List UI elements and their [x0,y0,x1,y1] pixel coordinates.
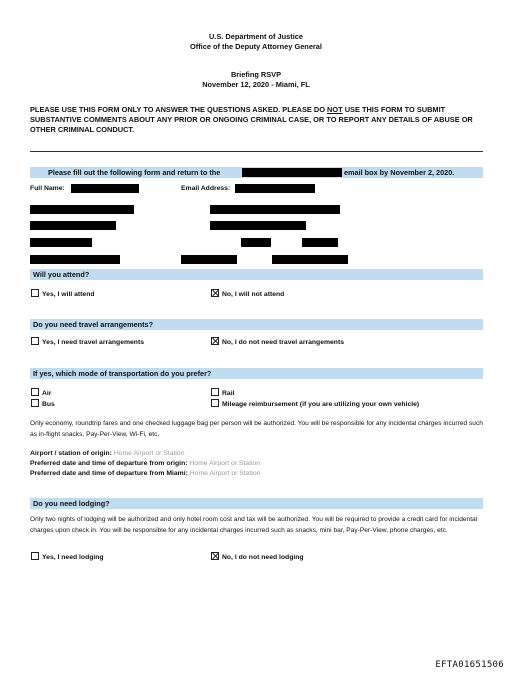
agency-name: U.S. Department of Justice [208,32,304,41]
instructions-bar: Please fill out the following form and return to the email box by November 2, 2020. [30,167,483,178]
redaction [210,205,340,214]
redaction [241,238,271,247]
checkbox-empty-icon[interactable] [31,337,39,345]
lodging-no-option[interactable]: No, I do not need lodging [211,552,304,562]
office-name: Office of the Deputy Attorney General [190,42,322,51]
email-redaction [235,184,315,193]
lodging-question: Do you need lodging? [33,499,110,508]
checkbox-checked-icon[interactable] [211,289,219,297]
travel-no-option[interactable]: No, I do not need travel arrangements [211,337,344,347]
redaction [302,238,338,247]
checkbox-empty-icon[interactable] [31,388,39,396]
transport-air-option[interactable]: Air [31,388,51,398]
form-title: Briefing RSVP [230,70,282,79]
transport-rail-option[interactable]: Rail [211,388,234,398]
redaction [181,255,237,264]
redaction [30,221,116,230]
bates-number: EFTA01651506 [435,660,504,670]
transport-question: If yes, which mode of transportation do you prefer? [33,369,212,378]
origin-field[interactable]: Airport / station of origin: Home Airport or Station [30,450,185,457]
checkbox-checked-icon[interactable] [211,337,219,345]
checkbox-empty-icon[interactable] [31,552,39,560]
checkbox-empty-icon[interactable] [211,388,219,396]
attend-no-option[interactable]: No, I will not attend [211,289,284,299]
attend-section-bar [30,269,483,280]
travel-section-bar [30,319,483,330]
redaction [272,255,348,264]
lodging-policy-note: Only two nights of lodging will be authorized and only hotel room cost and tax will be authorized. You will be required to provide a credit card for incidental charges upon check in. You will be responsible for any incidental charges incurred such as snacks, mini bar, Pay-Per-View, phone charges, etc. [30,516,478,534]
redaction [30,205,134,214]
warning-notice: PLEASE USE THIS FORM ONLY TO ANSWER THE QUESTIONS ASKED. PLEASE DO NOT USE THIS FORM TO SUBMIT SUBSTANTIVE COMMENTS ABOUT ANY PRIOR OR ONGOING CRIMINAL CASE, OR TO REPORT ANY DETAILS OF ABUSE OR OTHER CRIMINAL CONDUCT. [30,105,473,135]
checkbox-empty-icon[interactable] [211,399,219,407]
divider [30,151,483,152]
redaction [210,221,306,230]
lodging-yes-option[interactable]: Yes, I need lodging [31,552,104,562]
redaction [30,255,120,264]
depart-origin-field[interactable]: Preferred date and time of departure from origin: Home Airport or Station [30,460,261,467]
email-label: Email Address: [181,185,231,192]
attend-question: Will you attend? [33,270,90,279]
checkbox-checked-icon[interactable] [211,552,219,560]
depart-miami-field[interactable]: Preferred date and time of departure from Miami: Home Airport or Station [30,470,261,477]
travel-question: Do you need travel arrangements? [33,320,154,329]
event-date-location: November 12, 2020 - Miami, FL [202,80,310,89]
redaction [30,238,92,247]
attend-yes-option[interactable]: Yes, I will attend [31,289,95,299]
travel-yes-option[interactable]: Yes, I need travel arrangements [31,337,144,347]
full-name-label: Full Name: [30,185,65,192]
redaction [242,168,342,177]
checkbox-empty-icon[interactable] [31,289,39,297]
transport-policy-note: Only economy, roundtrip fares and one checked luggage bag per person will be authorized. You will be responsible for any incidental charges incurred such as in-flight snacks, Pay-Per-View, Wi-Fi, etc. [30,420,483,438]
transport-section-bar [30,368,483,379]
full-name-redaction [71,184,139,193]
lodging-section-bar [30,498,483,509]
checkbox-empty-icon[interactable] [31,399,39,407]
transport-mileage-option[interactable]: Mileage reimbursement (if you are utilizing your own vehicle) [211,399,419,409]
transport-bus-option[interactable]: Bus [31,399,55,409]
